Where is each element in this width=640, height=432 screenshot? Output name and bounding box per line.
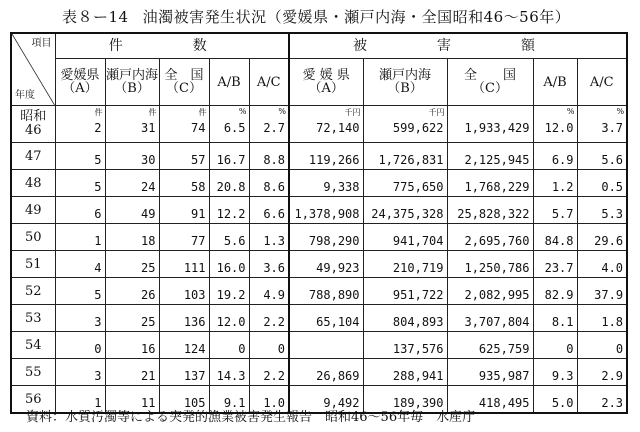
- count-cell: [159, 106, 209, 143]
- count-col-header: [159, 59, 209, 106]
- count-cell: [249, 197, 289, 224]
- damage-cell: [447, 224, 533, 251]
- count-cell: [159, 278, 209, 305]
- count-value: 2.7: [263, 121, 285, 135]
- year-cell: 54: [11, 332, 55, 359]
- unit-label: 件: [148, 108, 157, 117]
- damage-value: 1,250,786: [464, 261, 530, 275]
- count-value: 16: [141, 342, 156, 356]
- count-value: 91: [191, 207, 206, 221]
- count-cell: [55, 251, 105, 278]
- damage-value: 951,722: [392, 288, 444, 302]
- count-col-header: [209, 59, 249, 106]
- damage-cell: [533, 106, 577, 143]
- damage-value: 72,140: [316, 121, 360, 135]
- count-value: 6.6: [263, 207, 285, 221]
- damage-cell: [533, 332, 577, 359]
- unit-label: %: [566, 107, 575, 116]
- count-col-name: A/B: [217, 74, 241, 90]
- damage-cell: [363, 278, 447, 305]
- count-cell: [55, 278, 105, 305]
- damage-value: 2,695,760: [464, 234, 530, 248]
- count-col-name: 愛媛県: [60, 68, 100, 83]
- count-cell: [209, 224, 249, 251]
- count-value: 16.7: [216, 153, 246, 167]
- damage-cell: [363, 197, 447, 224]
- count-value: 6: [94, 207, 102, 221]
- damage-value: 25,828,322: [457, 207, 530, 221]
- count-col-sub: （A）: [62, 81, 98, 96]
- count-value: 8.6: [263, 180, 285, 194]
- damage-cell: [577, 170, 627, 197]
- damage-value: 2,125,945: [464, 153, 530, 167]
- count-value: 58: [191, 180, 206, 194]
- damage-value: 1,726,831: [378, 153, 444, 167]
- count-value: 12.0: [216, 315, 246, 329]
- count-value: 19.2: [216, 288, 246, 302]
- count-value: 2.2: [263, 315, 285, 329]
- damage-cell: [289, 197, 363, 224]
- table-row: [11, 170, 627, 197]
- count-col-header: [105, 59, 159, 106]
- damage-cell: [577, 251, 627, 278]
- count-value: 1.3: [263, 234, 285, 248]
- table-number: 表８ー14: [62, 8, 129, 26]
- count-value: 8.8: [263, 153, 285, 167]
- oil-damage-table: [10, 32, 628, 414]
- damage-cell: [533, 143, 577, 170]
- count-cell: [249, 106, 289, 143]
- unit-label: %: [278, 107, 286, 116]
- count-value: 111: [183, 261, 206, 275]
- damage-value: 24,375,328: [371, 207, 444, 221]
- count-value: 21: [141, 369, 156, 383]
- count-cell: [159, 197, 209, 224]
- damage-value: 12.0: [544, 121, 574, 135]
- year-cell: 48: [11, 170, 55, 197]
- damage-value: 599,622: [392, 121, 444, 135]
- count-col-header: [249, 59, 289, 106]
- count-value: 105: [183, 396, 206, 410]
- damage-value: 210,719: [392, 261, 444, 275]
- table-row: [11, 278, 627, 305]
- count-value: 57: [191, 153, 206, 167]
- damage-cell: [363, 170, 447, 197]
- damage-value: 1,768,229: [464, 180, 530, 194]
- count-value: 74: [191, 121, 206, 135]
- count-cell: [55, 332, 105, 359]
- damage-cell: [363, 143, 447, 170]
- count-col-name: 瀬戸内海: [105, 68, 158, 83]
- year-cell: 55: [11, 359, 55, 386]
- count-value: 31: [141, 121, 156, 135]
- count-cell: [209, 106, 249, 143]
- damage-value: 1.8: [601, 315, 624, 329]
- table-row: [11, 106, 627, 143]
- count-value: 5: [94, 180, 102, 194]
- count-col-sub: （B）: [114, 81, 150, 96]
- damage-value: 775,650: [392, 180, 444, 194]
- year-cell: 53: [11, 305, 55, 332]
- count-value: 1: [94, 234, 102, 248]
- count-cell: [55, 359, 105, 386]
- damage-cell: [533, 251, 577, 278]
- damage-cell: [363, 106, 447, 143]
- damage-cell: [577, 278, 627, 305]
- unit-label: 件: [198, 108, 207, 117]
- count-value: 137: [183, 369, 206, 383]
- damage-cell: [363, 224, 447, 251]
- damage-value: 2.3: [601, 396, 624, 410]
- damage-value: 4.0: [601, 261, 624, 275]
- count-cell: [105, 197, 159, 224]
- count-value: 14.3: [216, 369, 246, 383]
- damage-cell: [363, 332, 447, 359]
- count-cell: [55, 143, 105, 170]
- damage-cell: [363, 359, 447, 386]
- damage-value: 49,923: [316, 261, 360, 275]
- damage-value: 9,492: [323, 396, 360, 410]
- unit-label: 千円: [428, 108, 445, 117]
- source-note: 資料：水質汚濁等による突発的漁業被害発生報告 昭和46〜56年毎 水産庁: [26, 410, 476, 425]
- count-value: 3: [94, 315, 102, 329]
- damage-value: 82.9: [544, 288, 574, 302]
- damage-cell: [289, 251, 363, 278]
- count-cell: [209, 197, 249, 224]
- count-value: 18: [141, 234, 156, 248]
- count-col-sub: （C）: [166, 81, 202, 96]
- count-col-name: A/C: [256, 74, 281, 90]
- damage-col-name: 愛 媛 県: [302, 68, 350, 83]
- count-value: 3.6: [263, 261, 285, 275]
- damage-value: 0.5: [601, 180, 624, 194]
- count-cell: [249, 305, 289, 332]
- unit-label: %: [238, 107, 247, 116]
- count-cell: [209, 143, 249, 170]
- count-value: 124: [183, 342, 206, 356]
- count-cell: [209, 359, 249, 386]
- table-row: [11, 197, 627, 224]
- count-cell: [105, 170, 159, 197]
- damage-value: 9,338: [323, 180, 360, 194]
- count-cell: [105, 224, 159, 251]
- damage-col-header: [533, 59, 577, 106]
- damage-value: 29.6: [594, 234, 624, 248]
- count-cell: [55, 197, 105, 224]
- count-value: 20.8: [216, 180, 246, 194]
- count-value: 1.0: [263, 396, 285, 410]
- count-value: 5.6: [223, 234, 246, 248]
- unit-label: 件: [94, 108, 103, 117]
- count-value: 24: [141, 180, 156, 194]
- count-cell: [209, 305, 249, 332]
- count-cell: [209, 332, 249, 359]
- count-value: 3: [94, 369, 102, 383]
- damage-value: 804,893: [392, 315, 444, 329]
- year-cell: 51: [11, 251, 55, 278]
- count-value: 49: [141, 207, 156, 221]
- count-cell: [105, 332, 159, 359]
- count-value: 0: [94, 342, 102, 356]
- group-header-damage: 被 害 額: [289, 33, 627, 59]
- corner-header: [11, 33, 55, 106]
- table-row: [11, 251, 627, 278]
- damage-cell: [289, 143, 363, 170]
- damage-value: 3,707,804: [464, 315, 530, 329]
- damage-cell: [363, 251, 447, 278]
- damage-cell: [577, 332, 627, 359]
- count-value: 0: [277, 342, 285, 356]
- damage-col-header: [363, 59, 447, 106]
- count-cell: [55, 170, 105, 197]
- year-cell: 52: [11, 278, 55, 305]
- damage-col-sub: （B）: [387, 81, 423, 96]
- count-cell: [55, 224, 105, 251]
- damage-value: 941,704: [392, 234, 444, 248]
- damage-value: 189,390: [392, 396, 444, 410]
- year-cell: 50: [11, 224, 55, 251]
- count-value: 5: [94, 153, 102, 167]
- corner-item-label: 項目: [31, 38, 52, 49]
- count-cell: [55, 106, 105, 143]
- damage-value: 935,987: [478, 369, 530, 383]
- count-cell: [105, 251, 159, 278]
- count-value: 0: [238, 342, 246, 356]
- count-value: 6.5: [223, 121, 246, 135]
- damage-cell: [533, 224, 577, 251]
- damage-col-header: [289, 59, 363, 106]
- count-cell: [55, 305, 105, 332]
- damage-col-name: A/B: [543, 74, 567, 90]
- damage-value: 0: [615, 342, 624, 356]
- damage-cell: [289, 359, 363, 386]
- count-value: 77: [191, 234, 206, 248]
- damage-value: 788,890: [308, 288, 360, 302]
- corner-year-label: 年度: [15, 90, 35, 101]
- count-col-name: 全 国: [164, 68, 204, 83]
- count-cell: [209, 251, 249, 278]
- damage-value: 0: [566, 342, 574, 356]
- unit-label: %: [616, 107, 625, 116]
- damage-col-header: [447, 59, 533, 106]
- damage-value: 1.2: [551, 180, 574, 194]
- damage-col-header: [577, 59, 627, 106]
- count-cell: [249, 332, 289, 359]
- damage-cell: [447, 305, 533, 332]
- table-row: [11, 305, 627, 332]
- count-cell: [249, 278, 289, 305]
- damage-value: 5.3: [601, 207, 624, 221]
- damage-cell: [289, 332, 363, 359]
- damage-cell: [289, 305, 363, 332]
- count-value: 4: [94, 261, 102, 275]
- count-cell: [159, 170, 209, 197]
- damage-value: 3.7: [601, 121, 624, 135]
- count-cell: [159, 332, 209, 359]
- count-cell: [249, 251, 289, 278]
- count-value: 1: [94, 396, 102, 410]
- damage-col-name: A/C: [589, 74, 614, 90]
- count-value: 4.9: [263, 288, 285, 302]
- damage-value: 6.9: [551, 153, 574, 167]
- damage-value: 8.1: [551, 315, 574, 329]
- damage-cell: [447, 278, 533, 305]
- damage-cell: [533, 305, 577, 332]
- damage-value: 2.9: [601, 369, 624, 383]
- damage-cell: [447, 170, 533, 197]
- table-row: [11, 224, 627, 251]
- table-row: [11, 332, 627, 359]
- damage-value: 137,576: [392, 342, 444, 356]
- damage-cell: [533, 359, 577, 386]
- count-value: 16.0: [216, 261, 246, 275]
- damage-value: 1,933,429: [464, 121, 530, 135]
- count-cell: [249, 359, 289, 386]
- group-header-count: 件 数: [55, 33, 289, 59]
- table-title: [62, 6, 570, 27]
- damage-cell: [533, 278, 577, 305]
- count-cell: [105, 278, 159, 305]
- damage-cell: [289, 278, 363, 305]
- damage-value: 23.7: [544, 261, 574, 275]
- count-cell: [105, 359, 159, 386]
- count-cell: [159, 359, 209, 386]
- count-cell: [105, 305, 159, 332]
- count-cell: [249, 170, 289, 197]
- count-value: 2.2: [263, 369, 285, 383]
- damage-cell: [577, 197, 627, 224]
- count-value: 11: [141, 396, 156, 410]
- count-cell: [105, 143, 159, 170]
- damage-cell: [577, 224, 627, 251]
- count-cell: [159, 251, 209, 278]
- damage-cell: [577, 305, 627, 332]
- count-value: 30: [141, 153, 156, 167]
- damage-value: 37.9: [594, 288, 624, 302]
- count-value: 25: [141, 315, 156, 329]
- year-cell: 56: [11, 386, 55, 414]
- year-cell: 昭和 46: [11, 106, 55, 143]
- damage-cell: [577, 106, 627, 143]
- count-value: 9.1: [223, 396, 246, 410]
- count-cell: [105, 106, 159, 143]
- damage-value: 119,266: [308, 153, 360, 167]
- count-cell: [249, 143, 289, 170]
- damage-value: 1,378,908: [294, 207, 360, 221]
- damage-cell: [447, 106, 533, 143]
- count-value: 26: [141, 288, 156, 302]
- count-cell: [209, 278, 249, 305]
- count-cell: [159, 305, 209, 332]
- damage-cell: [289, 106, 363, 143]
- damage-value: 5.6: [601, 153, 624, 167]
- damage-col-name: 全 国: [463, 68, 516, 83]
- damage-cell: [447, 143, 533, 170]
- damage-cell: [533, 197, 577, 224]
- count-value: 5: [94, 288, 102, 302]
- damage-cell: [577, 143, 627, 170]
- damage-value: 798,290: [308, 234, 360, 248]
- damage-value: 418,495: [478, 396, 530, 410]
- damage-value: 26,869: [316, 369, 360, 383]
- damage-cell: [363, 305, 447, 332]
- table-row: [11, 359, 627, 386]
- damage-cell: [533, 386, 577, 414]
- damage-col-sub: （A）: [308, 81, 344, 96]
- count-cell: [249, 224, 289, 251]
- count-value: 25: [141, 261, 156, 275]
- count-value: 12.2: [216, 207, 246, 221]
- damage-value: 625,759: [478, 342, 530, 356]
- count-value: 103: [183, 288, 206, 302]
- damage-cell: [289, 224, 363, 251]
- damage-cell: [577, 359, 627, 386]
- count-value: 2: [94, 121, 102, 135]
- damage-cell: [447, 332, 533, 359]
- table-row: [11, 143, 627, 170]
- damage-cell: [447, 251, 533, 278]
- damage-col-name: 瀬戸内海: [378, 68, 431, 83]
- count-value: 136: [183, 315, 206, 329]
- damage-cell: [577, 386, 627, 414]
- damage-cell: [289, 170, 363, 197]
- count-cell: [209, 170, 249, 197]
- damage-value: 5.7: [551, 207, 574, 221]
- year-cell: 47: [11, 143, 55, 170]
- damage-cell: [533, 170, 577, 197]
- damage-value: 65,104: [316, 315, 360, 329]
- damage-col-sub: （C）: [472, 81, 508, 96]
- damage-value: 84.8: [544, 234, 574, 248]
- table-caption: 油濁被害発生状況（愛媛県・瀬戸内海・全国昭和46〜56年）: [142, 8, 571, 26]
- damage-cell: [447, 197, 533, 224]
- damage-value: 9.3: [551, 369, 574, 383]
- year-cell: 49: [11, 197, 55, 224]
- count-cell: [159, 143, 209, 170]
- damage-cell: [447, 359, 533, 386]
- damage-value: 5.0: [551, 396, 574, 410]
- count-col-header: [55, 59, 105, 106]
- damage-value: 288,941: [392, 369, 444, 383]
- count-cell: [159, 224, 209, 251]
- damage-value: 2,082,995: [464, 288, 530, 302]
- unit-label: 千円: [344, 108, 361, 117]
